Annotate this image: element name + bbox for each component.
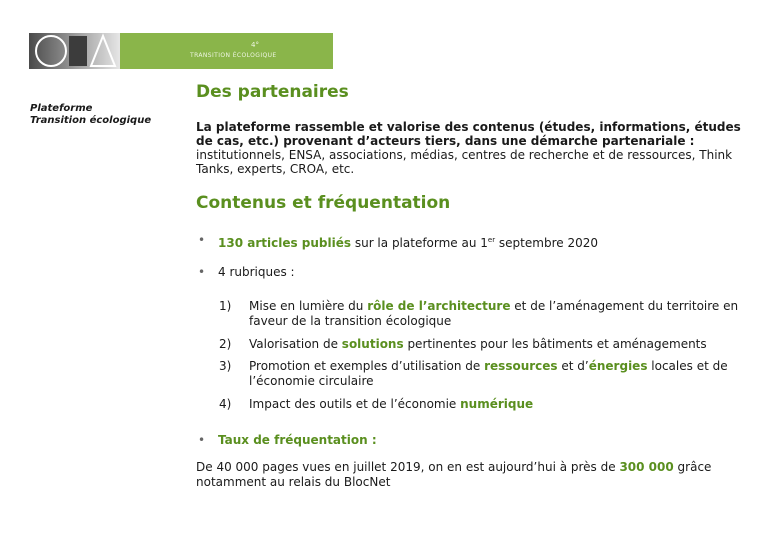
item-text: pertinentes pour les bâtiments et aménagements	[403, 337, 707, 351]
item-highlight: énergies	[588, 359, 648, 373]
articles-text: sur la plateforme au 1	[351, 236, 488, 250]
item-highlight: solutions	[341, 337, 404, 351]
pageviews-count: 300 000	[619, 460, 674, 474]
item-text: locales et de l’économie circulaire	[249, 359, 728, 388]
list-item	[249, 299, 764, 329]
bullet-dot: •	[198, 265, 206, 279]
item-number: 2)	[219, 337, 232, 351]
articles-sup: er	[487, 236, 496, 244]
item-text: Mise en lumière du	[249, 299, 368, 313]
item-text: et d’	[557, 359, 589, 373]
item-text: et de l’aménagement du territoire en faveur de la transition écologique	[249, 299, 739, 328]
banner-photo	[29, 33, 120, 69]
header-banner	[29, 33, 333, 69]
item-number: 1)	[219, 299, 232, 313]
bullet-dot: •	[198, 233, 206, 247]
summary-text: grâce notamment au relais du BlocNet	[196, 460, 712, 489]
bullet-dot: •	[198, 433, 206, 447]
item-number: 3)	[219, 359, 232, 373]
content-heading: Contenus et fréquentation	[196, 193, 451, 213]
list-item	[249, 359, 764, 389]
sidebar-title-line1: Plateforme	[30, 103, 93, 114]
partners-intro	[196, 120, 756, 176]
frequentation-label: Taux de fréquentation :	[218, 433, 377, 447]
sidebar-title-line2: Transition écologique	[30, 115, 152, 126]
partners-heading: Des partenaires	[196, 82, 349, 102]
item-highlight: numérique	[460, 397, 534, 411]
list-item	[249, 397, 764, 412]
partners-intro-bold: La plateforme rassemble et valorise des contenus (études, informations, études de cas, etc.) provenant d’acteurs tiers, dans une démarche partenariale :	[196, 120, 741, 148]
frequentation-summary	[196, 460, 756, 490]
item-highlight: rôle de l’architecture	[367, 299, 511, 313]
articles-date: septembre 2020	[495, 236, 598, 250]
item-text: Valorisation de	[249, 337, 342, 351]
item-text: Impact des outils et de l’économie	[249, 397, 461, 411]
partners-intro-rest: institutionnels, ENSA, associations, médias, centres de recherche et de ressources, Think Tanks, experts, CROA, etc.	[196, 148, 733, 176]
item-highlight: ressources	[484, 359, 558, 373]
item-text: Promotion et exemples d’utilisation de	[249, 359, 485, 373]
articles-count: 130 articles publiés	[218, 236, 352, 250]
list-item	[249, 337, 764, 352]
sidebar-title	[30, 103, 151, 127]
rubriques-text: 4 rubriques :	[218, 265, 295, 279]
banner-title: TRANSITION ÉCOLOGIQUE	[190, 52, 277, 59]
item-number: 4)	[219, 397, 232, 411]
banner-number: 4°	[251, 41, 259, 49]
summary-text: De 40 000 pages vues en juillet 2019, on en est aujourd’hui à près de	[196, 460, 620, 474]
